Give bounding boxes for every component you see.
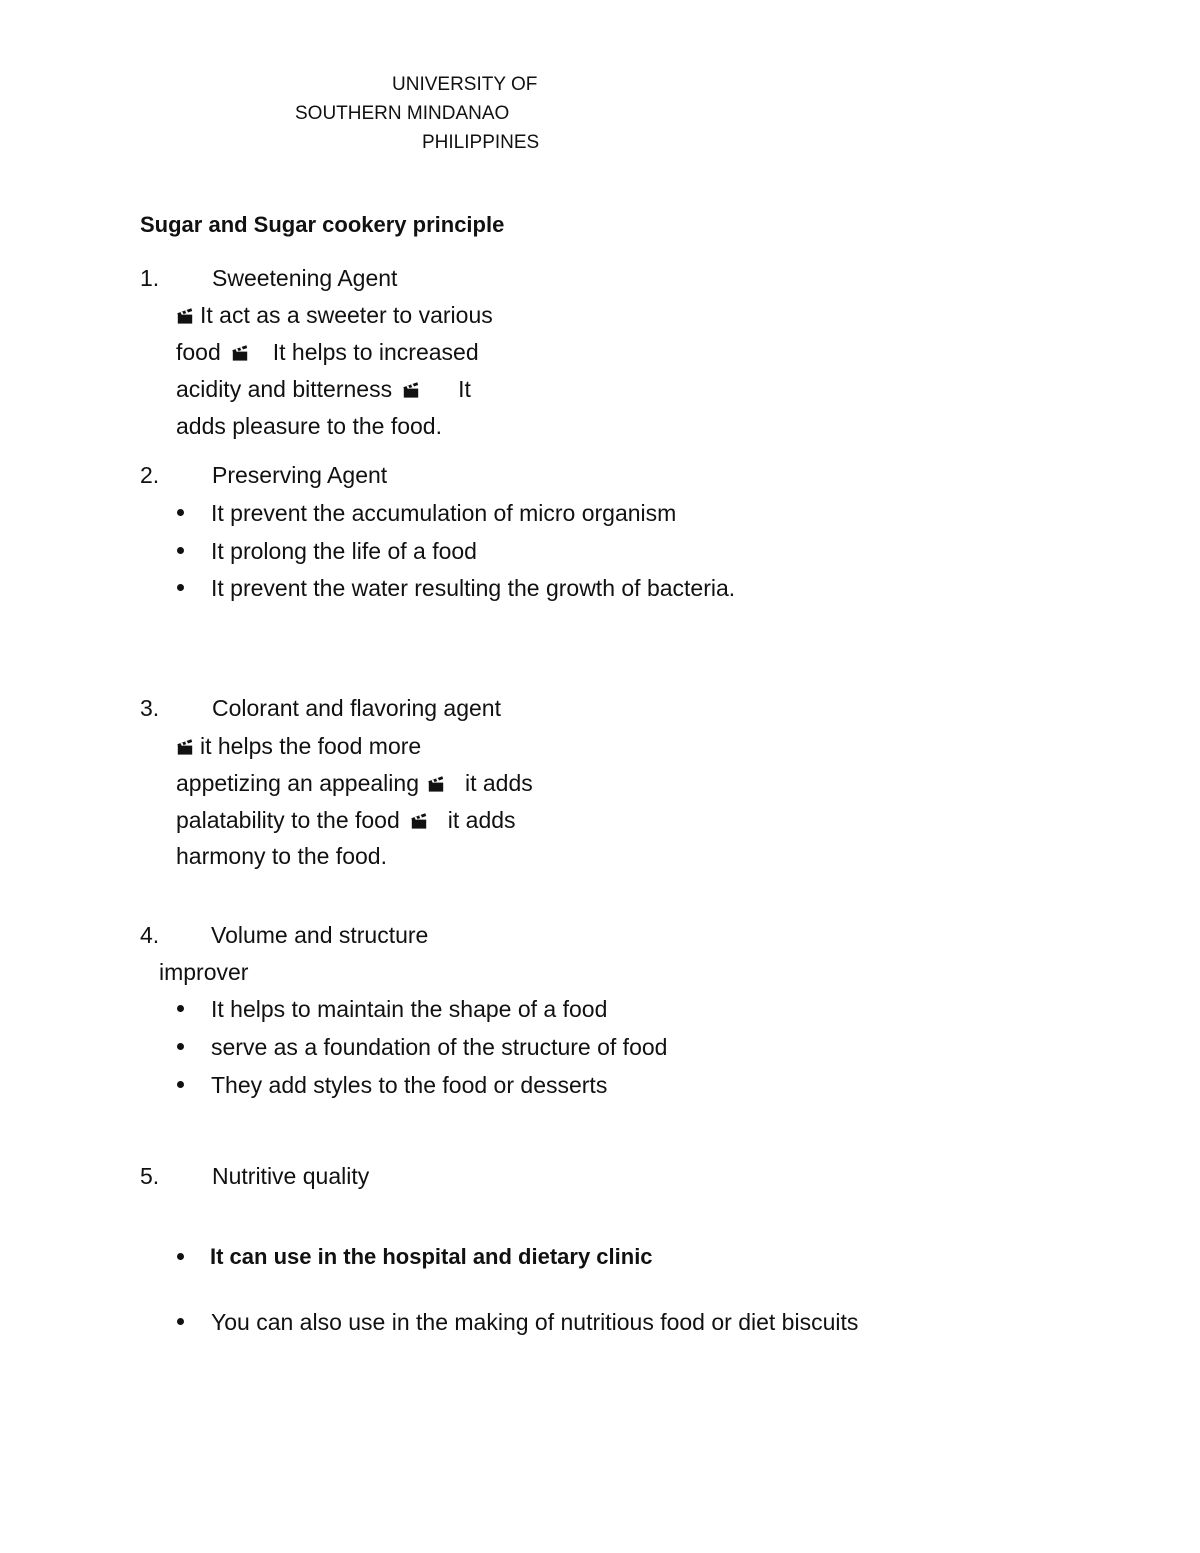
section-5-bullet-2: You can also use in the making of nutritious food or diet biscuits	[211, 1309, 859, 1335]
section-5-bullet-1: It can use in the hospital and dietary clinic	[210, 1244, 653, 1269]
bullet-dot	[177, 1253, 184, 1260]
clapperboard-icon	[176, 306, 194, 325]
section-1-number: 1.	[140, 265, 160, 291]
section-1-line-2: food It helps to increased	[176, 339, 479, 365]
section-4-bullet-2: serve as a foundation of the structure of food	[211, 1034, 668, 1060]
clapperboard-icon	[176, 737, 194, 756]
section-5-number: 5.	[140, 1163, 160, 1189]
section-1-line-1: It act as a sweeter to various	[176, 301, 493, 329]
section-3-line-3: palatability to the food it adds	[176, 807, 516, 833]
header-line-2: SOUTHERN MINDANAO	[295, 103, 510, 124]
section-5-heading: Nutritive quality	[212, 1163, 370, 1189]
section-2-heading: Preserving Agent	[212, 462, 388, 488]
bullet-dot	[177, 1043, 184, 1050]
section-3-line-2: appetizing an appealing it adds	[176, 770, 533, 796]
bullet-dot	[177, 1318, 184, 1325]
section-4-bullet-3: They add styles to the food or desserts	[211, 1072, 608, 1098]
clapperboard-icon	[410, 811, 428, 830]
bullet-dot	[177, 584, 184, 591]
section-3-line-1: it helps the food more	[176, 732, 421, 760]
bullet-dot	[177, 547, 184, 554]
bullet-dot	[177, 1005, 184, 1012]
document-title: Sugar and Sugar cookery principle	[140, 212, 505, 237]
section-3-number: 3.	[140, 695, 160, 721]
clapperboard-icon	[402, 380, 420, 399]
section-4-number: 4.	[140, 922, 160, 948]
section-3-heading: Colorant and flavoring agent	[212, 695, 501, 721]
section-4-bullet-1: It helps to maintain the shape of a food	[211, 996, 608, 1022]
header-line-3: PHILIPPINES	[422, 132, 540, 153]
section-1-line-4: adds pleasure to the food.	[176, 413, 442, 439]
section-2-number: 2.	[140, 462, 160, 488]
bullet-dot	[177, 509, 184, 516]
section-4-heading: Volume and structure	[211, 922, 429, 948]
clapperboard-icon	[427, 774, 445, 793]
bullet-dot	[177, 1081, 184, 1088]
clapperboard-icon	[231, 343, 249, 362]
section-2-bullet-2: It prolong the life of a food	[211, 538, 477, 564]
section-3-line-4: harmony to the food.	[176, 843, 387, 869]
header-line-1: UNIVERSITY OF	[392, 74, 538, 95]
section-1-heading: Sweetening Agent	[212, 265, 398, 291]
section-2-bullet-3: It prevent the water resulting the growth of bacteria.	[211, 575, 736, 601]
section-2-bullet-1: It prevent the accumulation of micro organism	[211, 500, 677, 526]
section-1-line-3: acidity and bitterness It	[176, 376, 471, 402]
section-4-heading-cont: improver	[159, 959, 249, 985]
